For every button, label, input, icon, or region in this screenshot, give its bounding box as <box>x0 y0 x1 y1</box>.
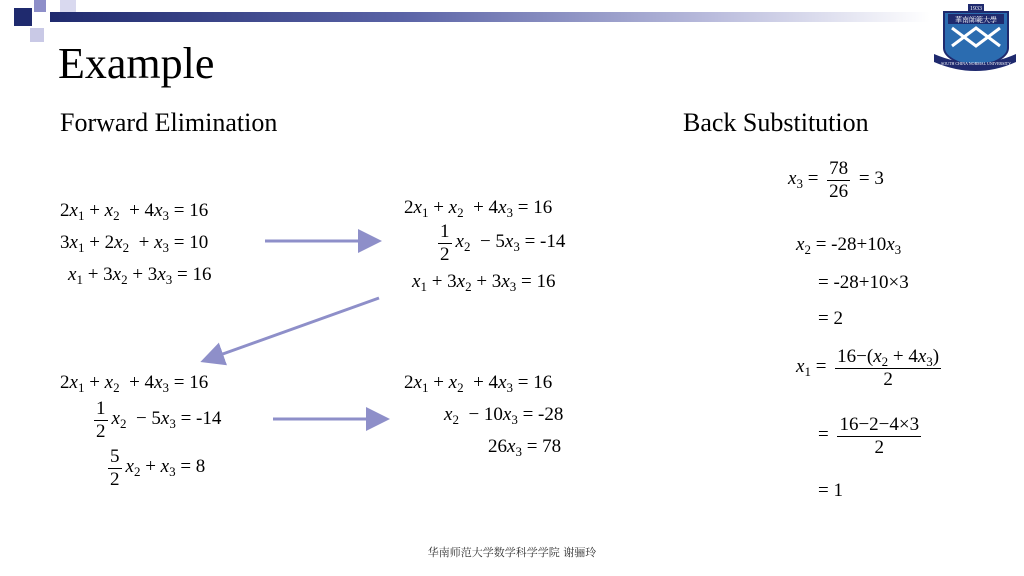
fraction: $\frac{1}{2}$ <box>96 398 106 442</box>
back-substitution-heading: Back Substitution <box>683 108 869 137</box>
fraction: $\frac{5}{2}$ <box>110 446 120 490</box>
logo-seal-text: 華南師範大學 <box>955 16 997 24</box>
equation: $x_1 + 3x_2 + 3x_3 = 16$ <box>412 271 556 294</box>
equation: $\frac{1}{2}$ $x_2 - 5x_3 = -14$ <box>96 398 222 442</box>
fraction: $\frac{16-2-4\times 3}{2}$ <box>839 414 920 458</box>
footer: 华南师范大学数学科学学院 谢骊玲 <box>427 546 597 559</box>
logo-year: 1933 <box>970 6 982 12</box>
equation: $\frac{5}{2}$ $x_2 + x_3 = 8$ <box>110 446 206 490</box>
fraction: $\frac{16-(x_2 + 4x_3)}{2}$ <box>837 346 940 390</box>
equation: $x_2 - 10x_3 = -28$ <box>444 404 564 427</box>
equation: $2x_1 + x_2 + 4x_3 = 16$ <box>404 197 553 220</box>
equation: $2x_1 + x_2 + 4x_3 = 16$ <box>60 372 209 395</box>
arrow-diagonal <box>206 298 379 360</box>
x3-line: $x_3$ = $\frac{78}{26}$ = 3 <box>788 158 884 202</box>
x1-line-3: = 1 <box>818 480 843 501</box>
equation: $2x_1 + x_2 + 4x_3 = 16$ <box>60 200 209 223</box>
x1-line-1: $x_1$ = $\frac{16-(x_2 + 4x_3)}{2}$ <box>796 346 940 390</box>
equation: $2x_1 + x_2 + 4x_3 = 16$ <box>404 372 553 395</box>
x2-line-3: = 2 <box>818 308 843 329</box>
equation: $3x_1 + 2x_2 + x_3 = 10$ <box>60 232 209 255</box>
x2-line-1: $x_2 = -28+10x_3$ <box>796 234 902 257</box>
equation: $26x_3 = 78$ <box>488 436 562 459</box>
fraction: $\frac{78}{26}$ <box>829 158 849 202</box>
back-substitution <box>786 158 1016 508</box>
forward-elimination-heading: Forward Elimination <box>60 108 278 137</box>
logo-banner: SOUTH CHINA NORMAL UNIVERSITY <box>941 61 1011 66</box>
x1-line-2: = $\frac{16-2-4\times 3}{2}$ <box>818 414 920 458</box>
fraction: $\frac{1}{2}$ <box>440 221 450 265</box>
equation: $\frac{1}{2}$ $x_2 - 5x_3 = -14$ <box>440 221 566 265</box>
x2-line-2: = -28+10×3 <box>818 272 909 293</box>
slide-title: Example <box>58 39 215 88</box>
equation: $x_1 + 3x_2 + 3x_3 = 16$ <box>68 264 212 287</box>
